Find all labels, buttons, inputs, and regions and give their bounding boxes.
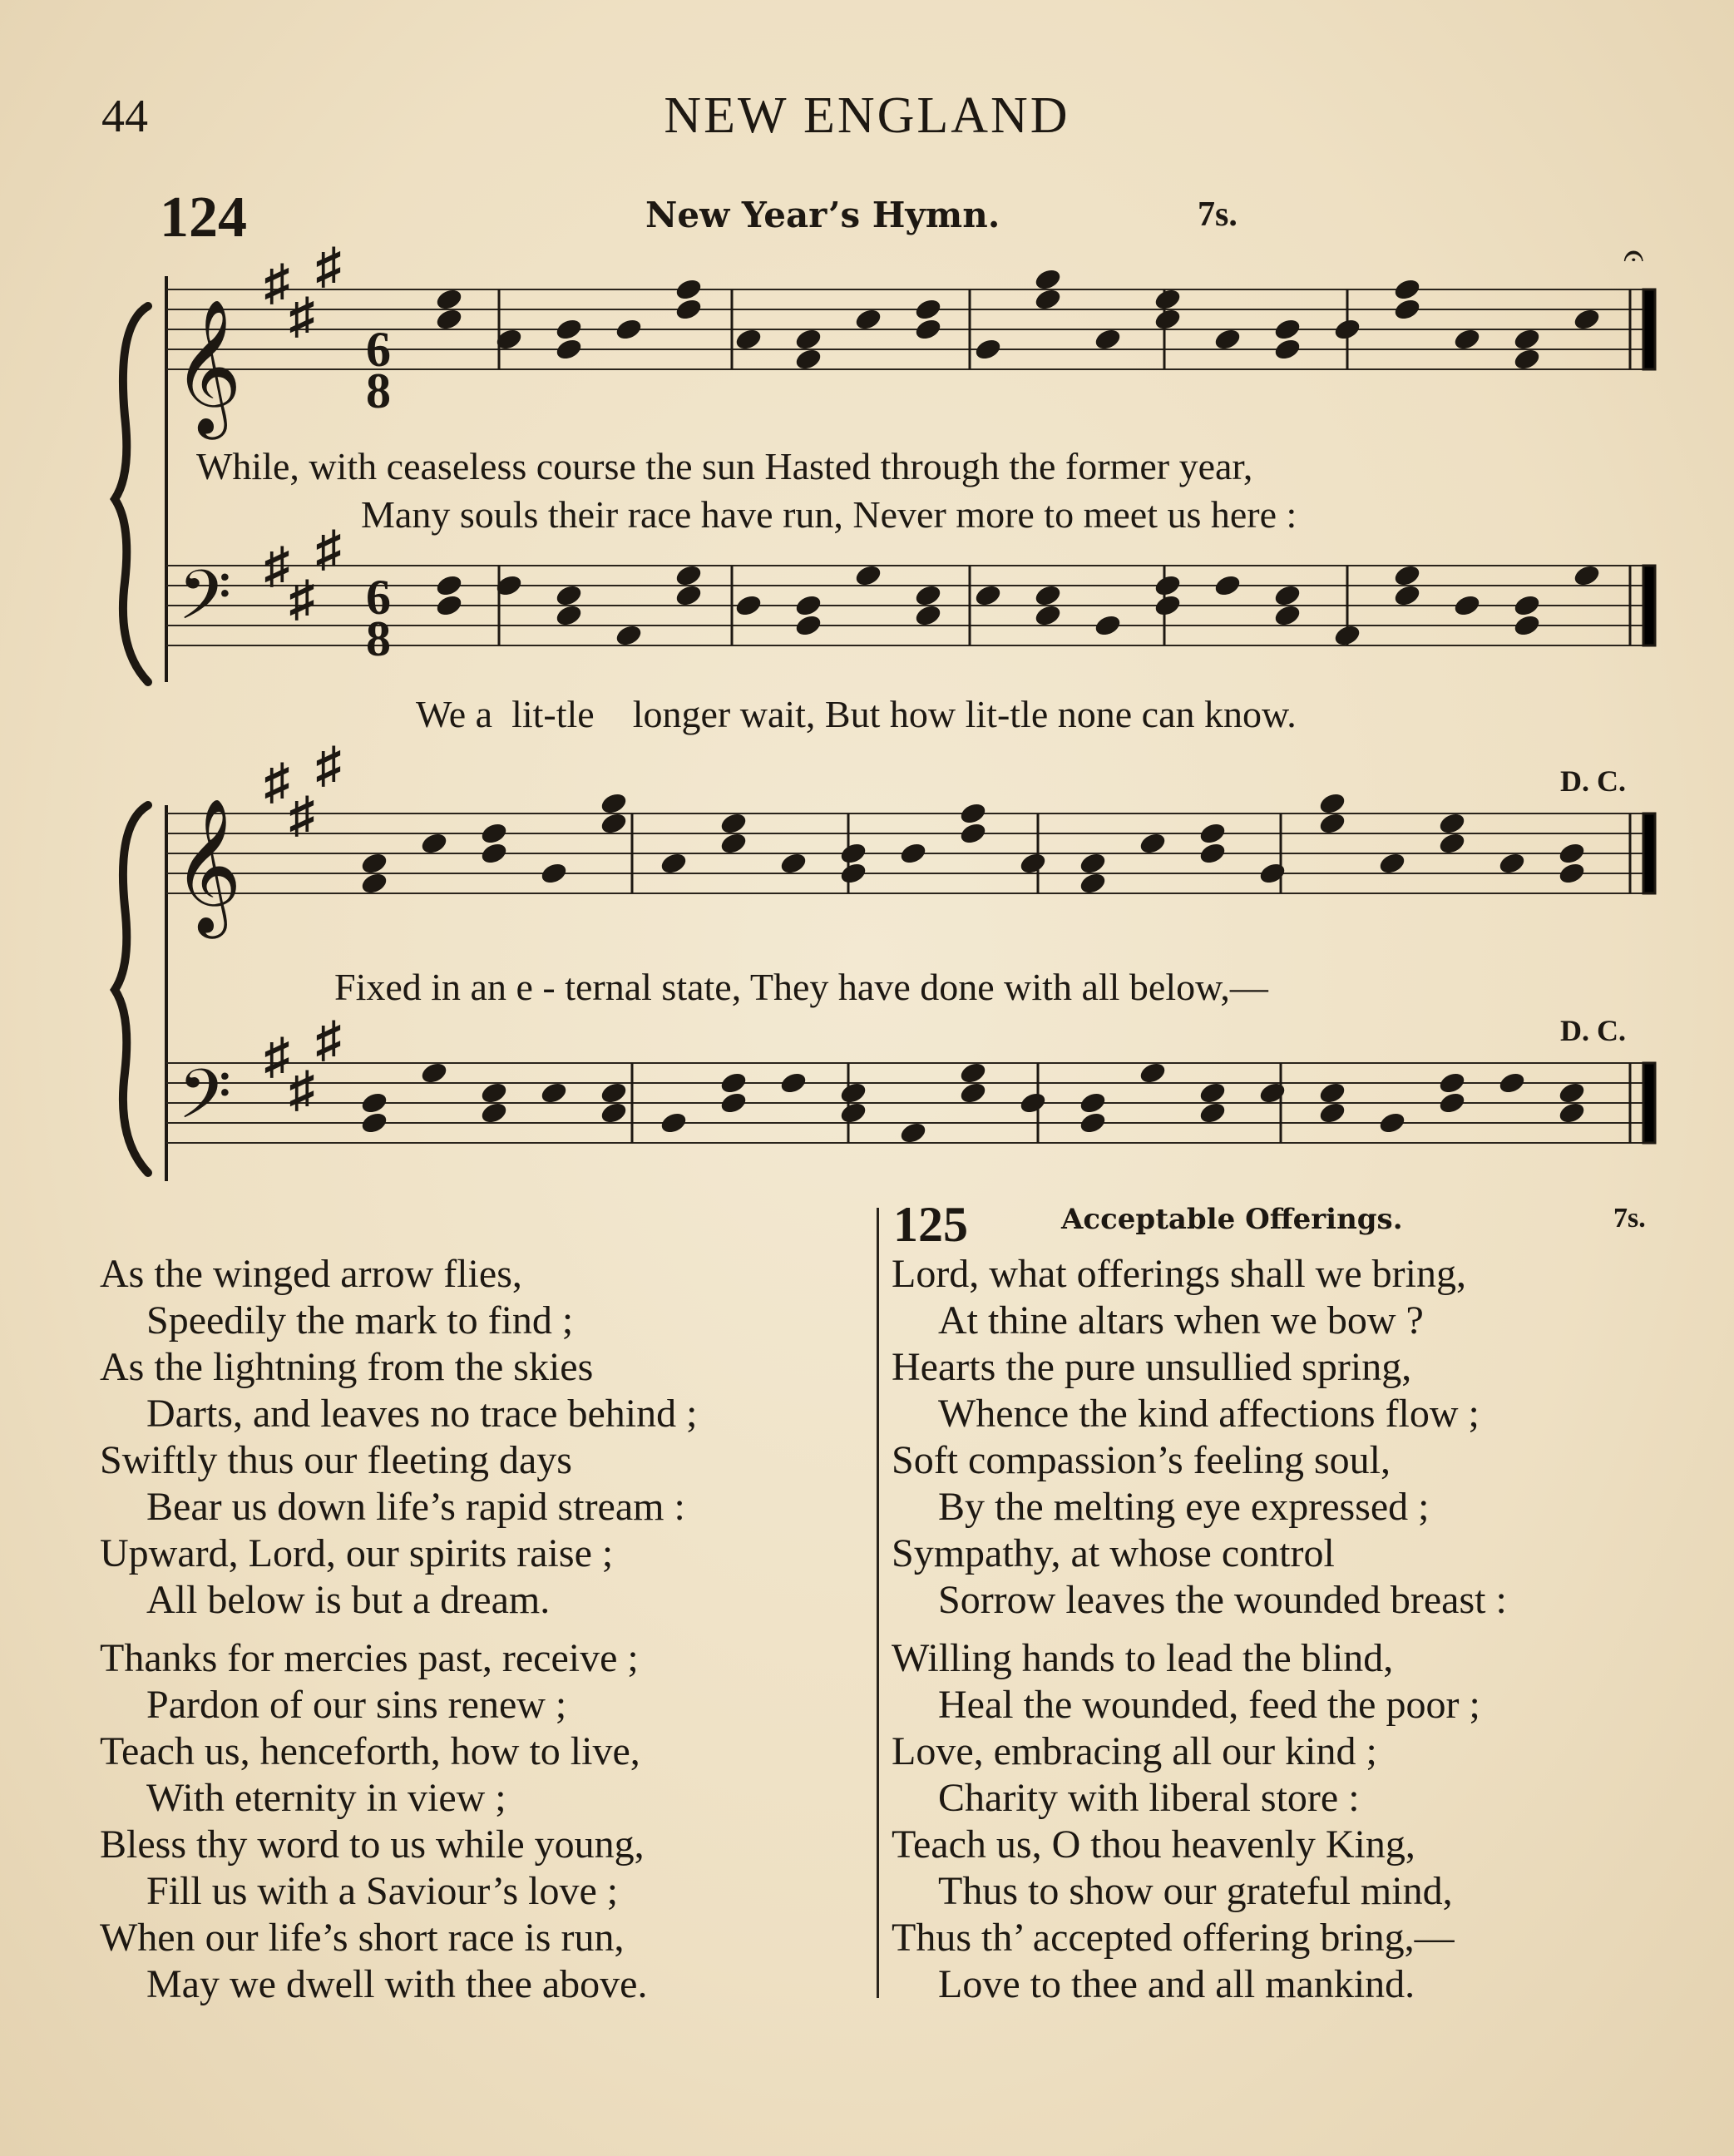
note-head <box>674 297 704 323</box>
note-head <box>1138 1061 1168 1086</box>
hymn-125-number: 125 <box>893 1197 968 1252</box>
verse-line: When our life’s short race is run, <box>100 1916 625 1960</box>
note-head <box>1512 347 1542 373</box>
svg-text:♯: ♯ <box>264 1029 289 1084</box>
note-head <box>1093 613 1123 639</box>
note-head <box>853 563 883 589</box>
verse-line: Fill us with a Saviour’s love ; <box>146 1869 619 1913</box>
hymn-124-title: New Year’s Hymn. <box>645 195 1000 235</box>
column-separator <box>877 1208 879 1998</box>
note-head <box>1272 603 1302 629</box>
note-head <box>1153 573 1183 599</box>
note-head <box>1257 861 1287 887</box>
note-head <box>1272 317 1302 343</box>
note-head <box>659 1110 689 1136</box>
note-head <box>898 841 928 867</box>
note-head <box>434 593 464 619</box>
note-head <box>1452 327 1482 353</box>
note-head <box>1198 841 1228 867</box>
note-head <box>913 583 943 609</box>
svg-text:♯: ♯ <box>289 571 314 626</box>
note-head <box>1557 841 1587 867</box>
note-head <box>1497 1071 1527 1096</box>
note-head <box>913 297 943 323</box>
note-head <box>958 821 988 847</box>
note-head <box>1572 563 1602 589</box>
final-barline <box>1643 289 1655 369</box>
note-head <box>434 573 464 599</box>
note-head <box>1198 1080 1228 1106</box>
hymn-124-lyric-1: While, with ceaseless course the sun Hasted through the former year, <box>196 445 1253 487</box>
svg-text:♯: ♯ <box>264 754 289 809</box>
verse-line: By the melting eye expressed ; <box>938 1485 1430 1529</box>
note-head <box>359 871 389 897</box>
verse-line: Love to thee and all mankind. <box>938 1962 1415 2006</box>
note-head <box>1078 1090 1108 1116</box>
note-head <box>973 337 1003 363</box>
note-head <box>913 317 943 343</box>
note-head <box>1033 287 1063 313</box>
note-head <box>1392 297 1422 323</box>
note-head <box>838 1080 868 1106</box>
note-head <box>539 861 569 887</box>
note-head <box>599 811 629 837</box>
note-head <box>958 1061 988 1086</box>
verse-line: Love, embracing all our kind ; <box>892 1729 1377 1773</box>
hymn-124-verse-2 <box>100 1251 697 1624</box>
treble-clef: 𝄞 <box>173 798 242 933</box>
time-signature-bottom: 8 <box>366 363 391 418</box>
note-head <box>674 563 704 589</box>
verse-line: Teach us, O thou heavenly King, <box>892 1822 1415 1867</box>
note-head <box>1317 1080 1347 1106</box>
note-head <box>1153 307 1183 333</box>
verse-line: Pardon of our sins renew ; <box>146 1683 567 1727</box>
svg-text:♯: ♯ <box>316 239 341 294</box>
note-head <box>1078 1110 1108 1136</box>
note-head <box>554 603 584 629</box>
dc-mark-treble: D. C. <box>1560 764 1626 798</box>
verse-line: Sympathy, at whose control <box>892 1531 1335 1575</box>
note-head <box>838 1100 868 1126</box>
note-head <box>1153 593 1183 619</box>
verse-line: Soft compassion’s feeling soul, <box>892 1438 1391 1482</box>
note-head <box>1437 1071 1467 1096</box>
note-head <box>1272 583 1302 609</box>
running-title: NEW ENGLAND <box>664 87 1070 144</box>
time-signature-top: 6 <box>366 322 391 377</box>
note-head <box>1437 831 1467 857</box>
final-barline <box>1643 813 1655 893</box>
note-head <box>853 307 883 333</box>
note-head <box>1512 593 1542 619</box>
note-head <box>1033 583 1063 609</box>
final-barline <box>1643 1063 1655 1143</box>
svg-text:♯: ♯ <box>316 1012 341 1067</box>
note-head <box>1437 1090 1467 1116</box>
verse-line: Sorrow leaves the wounded breast : <box>938 1578 1507 1622</box>
verse-line: Hearts the pure unsullied spring, <box>892 1345 1412 1389</box>
verse-line: As the winged arrow flies, <box>100 1252 522 1296</box>
note-head <box>659 851 689 877</box>
svg-text:♯: ♯ <box>289 289 314 344</box>
note-head <box>554 337 584 363</box>
verse-line: Willing hands to lead the blind, <box>892 1636 1394 1680</box>
bass-clef: 𝄢 <box>178 1054 232 1151</box>
note-head <box>434 287 464 313</box>
note-head <box>734 327 763 353</box>
note-head <box>479 821 509 847</box>
note-head <box>1138 831 1168 857</box>
note-head <box>778 851 808 877</box>
svg-text:♯: ♯ <box>289 788 314 843</box>
time-signature-bottom: 8 <box>366 611 391 666</box>
hymn-124-lyric-2: Many souls their race have run, Never more to meet us here : <box>361 493 1297 536</box>
svg-text:♯: ♯ <box>264 538 289 593</box>
hymn-124-bass-lyric: We a lit-tle longer wait, But how lit-tle none can know. <box>416 693 1297 735</box>
note-head <box>359 1090 389 1116</box>
note-head <box>1033 267 1063 293</box>
note-head <box>479 1080 509 1106</box>
note-head <box>1078 871 1108 897</box>
verse-line: Swiftly thus our fleeting days <box>100 1438 572 1482</box>
verse-line: Whence the kind affections flow ; <box>938 1392 1480 1436</box>
note-head <box>554 317 584 343</box>
note-head <box>1392 563 1422 589</box>
verse-line: Thus to show our grateful mind, <box>938 1869 1453 1913</box>
note-head <box>1497 851 1527 877</box>
note-head <box>1377 851 1407 877</box>
note-head <box>1452 593 1482 619</box>
hymn-125-verse-1 <box>892 1251 1507 1624</box>
note-head <box>1392 277 1422 303</box>
note-head <box>419 1061 449 1086</box>
note-head <box>1317 791 1347 817</box>
hymn-125-title: Acceptable Offerings. <box>1061 1203 1403 1236</box>
treble-clef: 𝄞 <box>173 299 242 434</box>
dc-mark-bass: D. C. <box>1560 1014 1626 1047</box>
note-head <box>359 851 389 877</box>
note-head <box>1198 1100 1228 1126</box>
brace-system-1 <box>115 306 148 682</box>
svg-text:♯: ♯ <box>316 522 341 576</box>
note-head <box>1198 821 1228 847</box>
verse-line: May we dwell with thee above. <box>146 1962 648 2006</box>
note-head <box>793 327 823 353</box>
svg-text:♯: ♯ <box>289 1062 314 1117</box>
note-head <box>958 801 988 827</box>
note-head <box>719 1090 748 1116</box>
note-head <box>793 593 823 619</box>
note-head <box>1018 851 1048 877</box>
note-head <box>838 861 868 887</box>
note-head <box>1272 337 1302 363</box>
note-head <box>898 1120 928 1146</box>
note-head <box>1317 811 1347 837</box>
note-head <box>674 583 704 609</box>
verse-line: Speedily the mark to find ; <box>146 1298 574 1343</box>
note-head <box>1557 1080 1587 1106</box>
note-head <box>1377 1110 1407 1136</box>
verse-line: Teach us, henceforth, how to live, <box>100 1729 640 1773</box>
note-head <box>1213 573 1242 599</box>
verse-line: Upward, Lord, our spirits raise ; <box>100 1531 614 1575</box>
note-head <box>1093 327 1123 353</box>
note-head <box>419 831 449 857</box>
note-head <box>838 841 868 867</box>
note-head <box>599 791 629 817</box>
note-head <box>958 1080 988 1106</box>
note-head <box>599 1100 629 1126</box>
hymn-124-verse-3 <box>100 1635 647 2008</box>
verse-line: Bear us down life’s rapid stream : <box>146 1485 685 1529</box>
note-head <box>719 811 748 837</box>
fermata: 𝄐 <box>1623 235 1644 277</box>
note-head <box>1557 861 1587 887</box>
verse-line: Thus th’ accepted offering bring,— <box>892 1916 1455 1960</box>
note-head <box>1213 327 1242 353</box>
note-head <box>1033 603 1063 629</box>
verse-line: Thanks for mercies past, receive ; <box>100 1636 639 1680</box>
note-head <box>778 1071 808 1096</box>
page-number: 44 <box>101 91 148 142</box>
note-head <box>1557 1100 1587 1126</box>
note-head <box>973 583 1003 609</box>
note-head <box>719 831 748 857</box>
note-head <box>1437 811 1467 837</box>
note-head <box>1512 613 1542 639</box>
note-head <box>359 1110 389 1136</box>
hymn-124-meter: 7s. <box>1198 195 1238 234</box>
svg-text:♯: ♯ <box>316 738 341 793</box>
note-head <box>1078 851 1108 877</box>
note-head <box>614 317 644 343</box>
bass-clef: 𝄢 <box>178 555 232 652</box>
verse-line: Charity with liberal store : <box>938 1776 1360 1820</box>
note-head <box>719 1071 748 1096</box>
verse-line: Darts, and leaves no trace behind ; <box>146 1392 698 1436</box>
verse-line: All below is but a dream. <box>146 1578 551 1622</box>
time-signature-top: 6 <box>366 570 391 625</box>
note-head <box>434 307 464 333</box>
verse-line: As the lightning from the skies <box>100 1345 594 1389</box>
note-head <box>734 593 763 619</box>
hymn-125-verse-2 <box>892 1635 1480 2008</box>
verse-line: At thine altars when we bow ? <box>938 1298 1424 1343</box>
note-head <box>1392 583 1422 609</box>
note-head <box>793 347 823 373</box>
note-head <box>599 1080 629 1106</box>
final-barline <box>1643 566 1655 645</box>
verse-line: Lord, what offerings shall we bring, <box>892 1252 1466 1296</box>
note-head <box>674 277 704 303</box>
note-head <box>614 623 644 649</box>
note-head <box>479 1100 509 1126</box>
note-head <box>793 613 823 639</box>
verse-line: Bless thy word to us while young, <box>100 1822 645 1867</box>
note-head <box>1317 1100 1347 1126</box>
brace-system-2 <box>115 805 148 1173</box>
note-head <box>479 841 509 867</box>
note-head <box>1153 287 1183 313</box>
note-head <box>1257 1080 1287 1106</box>
hymn-124-number: 124 <box>160 185 247 250</box>
note-head <box>539 1080 569 1106</box>
svg-text:♯: ♯ <box>264 255 289 310</box>
verse-line: Heal the wounded, feed the poor ; <box>938 1683 1480 1727</box>
note-head <box>554 583 584 609</box>
hymn-125-meter: 7s. <box>1613 1203 1646 1234</box>
note-head <box>913 603 943 629</box>
note-head <box>1018 1090 1048 1116</box>
verse-line: With eternity in view ; <box>146 1776 506 1820</box>
hymn-124-lyric-3: Fixed in an e - ternal state, They have done with all below,— <box>334 966 1268 1008</box>
note-head <box>1572 307 1602 333</box>
note-head <box>1512 327 1542 353</box>
